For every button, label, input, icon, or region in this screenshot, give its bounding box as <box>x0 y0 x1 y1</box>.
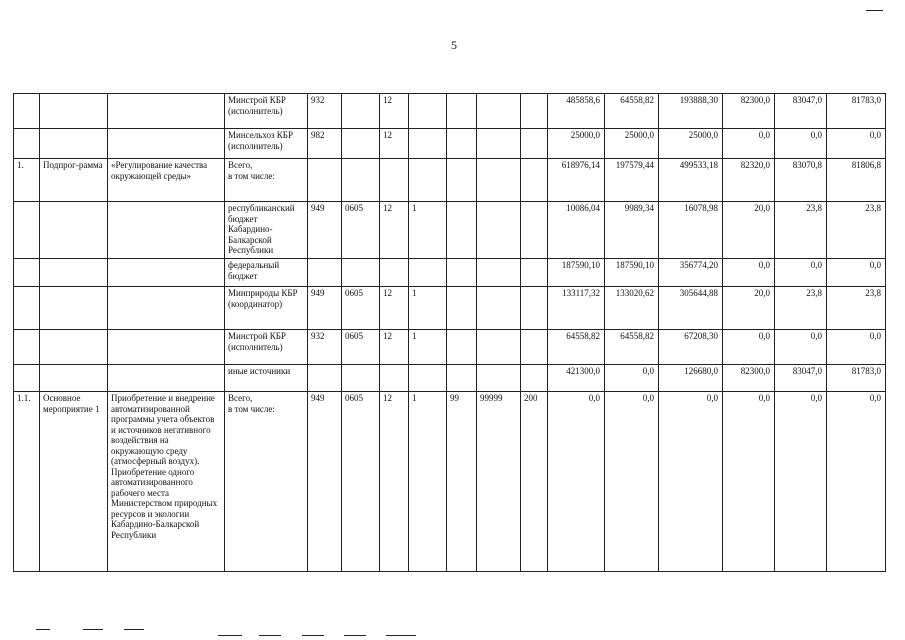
footer-mark <box>344 635 366 636</box>
table-cell <box>477 94 521 129</box>
table-cell <box>409 94 447 129</box>
footer-mark <box>259 635 281 636</box>
table-cell <box>40 129 108 159</box>
table-cell <box>521 94 548 129</box>
table-cell: 0605 <box>342 392 380 572</box>
table-cell: 0,0 <box>827 129 886 159</box>
table-cell: 187590,10 <box>605 259 659 287</box>
table-cell: 81783,0 <box>827 365 886 392</box>
table-cell: 0,0 <box>723 259 775 287</box>
table-cell: 0,0 <box>827 259 886 287</box>
table-cell: 982 <box>308 129 342 159</box>
table-cell: 83047,0 <box>775 94 827 129</box>
table-cell <box>477 202 521 259</box>
table-cell: 20,0 <box>723 287 775 330</box>
table-cell <box>447 202 477 259</box>
table-cell: «Регулирование качества окружающей среды» <box>108 159 225 202</box>
table-cell <box>477 287 521 330</box>
table-cell: Минстрой КБР (исполнитель) <box>225 94 308 129</box>
table-row <box>14 259 886 287</box>
table-cell <box>308 159 342 202</box>
table-row <box>14 202 886 259</box>
table-cell <box>342 259 380 287</box>
table-cell: 197579,44 <box>605 159 659 202</box>
table-cell <box>40 259 108 287</box>
table-cell: 0,0 <box>723 392 775 572</box>
table-cell: 193888,30 <box>659 94 723 129</box>
table-cell <box>308 365 342 392</box>
table-cell: 0,0 <box>605 392 659 572</box>
table-cell: 1. <box>14 159 40 202</box>
table-cell <box>342 159 380 202</box>
table-cell <box>477 365 521 392</box>
table-cell: 949 <box>308 287 342 330</box>
table-cell <box>409 129 447 159</box>
table-cell: 932 <box>308 94 342 129</box>
table-cell: Всего, в том числе: <box>225 392 308 572</box>
table-cell <box>14 259 40 287</box>
table-cell: Приобретение и внедрение автоматизированной программы учета объектов и источников негативного воздействия на окружающую среду (атмосферный воздух). Приобретение одного автоматизированного рабочего места Министерством природных ресурсов и экологии Кабардино-Балкарской Республики <box>108 392 225 572</box>
footer-mark <box>386 635 416 636</box>
table-cell <box>108 287 225 330</box>
table-cell <box>108 259 225 287</box>
table-cell: федеральный бюджет <box>225 259 308 287</box>
table-cell: 23,8 <box>775 287 827 330</box>
table-cell: 499533,18 <box>659 159 723 202</box>
table-cell <box>477 159 521 202</box>
footer-mark <box>83 629 103 630</box>
table-cell <box>447 159 477 202</box>
table-cell: 12 <box>380 392 409 572</box>
table-cell <box>108 202 225 259</box>
table-cell: 187590,10 <box>548 259 605 287</box>
table-row <box>14 129 886 159</box>
table-cell: Основное мероприятие 1 <box>40 392 108 572</box>
table-cell: 949 <box>308 202 342 259</box>
table-cell <box>477 330 521 365</box>
table-cell <box>380 365 409 392</box>
table-cell <box>14 94 40 129</box>
table-cell: иные источники <box>225 365 308 392</box>
table-row <box>14 287 886 330</box>
table-cell: 1 <box>409 287 447 330</box>
table-cell: 67208,30 <box>659 330 723 365</box>
table-cell: Всего, в том числе: <box>225 159 308 202</box>
table-cell <box>409 259 447 287</box>
table-cell <box>477 129 521 159</box>
table-cell <box>409 365 447 392</box>
table-cell: 0,0 <box>775 259 827 287</box>
table-cell: 99 <box>447 392 477 572</box>
table-cell: 305644,88 <box>659 287 723 330</box>
table-cell: 0,0 <box>775 129 827 159</box>
table-cell: Подпрог-рамма <box>40 159 108 202</box>
table-row <box>14 365 886 392</box>
table-cell: 99999 <box>477 392 521 572</box>
table-cell <box>342 129 380 159</box>
table-cell: 82300,0 <box>723 365 775 392</box>
table-cell: 133020,62 <box>605 287 659 330</box>
table-cell <box>308 259 342 287</box>
table-cell <box>380 159 409 202</box>
table-cell <box>521 259 548 287</box>
table-cell: 126680,0 <box>659 365 723 392</box>
footer-mark <box>302 635 324 636</box>
table-cell: 0,0 <box>659 392 723 572</box>
page-number: 5 <box>451 38 457 52</box>
table-cell: 0,0 <box>775 330 827 365</box>
table-cell: 25000,0 <box>548 129 605 159</box>
table-cell <box>521 129 548 159</box>
table-cell: 949 <box>308 392 342 572</box>
table-cell <box>447 287 477 330</box>
table-cell: 12 <box>380 94 409 129</box>
table-cell <box>521 159 548 202</box>
table-cell: республиканский бюджет Кабардино-Балкарской Республики <box>225 202 308 259</box>
table-cell: 81783,0 <box>827 94 886 129</box>
table-cell <box>380 259 409 287</box>
table-cell: 0605 <box>342 202 380 259</box>
table-cell <box>108 129 225 159</box>
footer-mark <box>36 629 50 630</box>
table-cell: 10086,04 <box>548 202 605 259</box>
table-cell <box>477 259 521 287</box>
corner-mark <box>866 10 883 11</box>
table-cell <box>108 330 225 365</box>
table-cell: 133117,32 <box>548 287 605 330</box>
table-cell <box>447 259 477 287</box>
table-cell: 23,8 <box>827 287 886 330</box>
table-cell <box>447 330 477 365</box>
table-cell: 0,0 <box>548 392 605 572</box>
table-cell <box>14 202 40 259</box>
budget-table <box>13 93 886 572</box>
table-cell <box>447 94 477 129</box>
table-row <box>14 392 886 572</box>
table-cell <box>521 330 548 365</box>
table-cell: 932 <box>308 330 342 365</box>
table-cell <box>521 287 548 330</box>
table-cell <box>40 202 108 259</box>
table-cell: 9989,34 <box>605 202 659 259</box>
table-cell <box>409 159 447 202</box>
table-cell <box>14 365 40 392</box>
table-cell <box>40 94 108 129</box>
table-cell: 82320,0 <box>723 159 775 202</box>
table-cell: 1 <box>409 330 447 365</box>
table-row <box>14 94 886 129</box>
table-cell: 25000,0 <box>659 129 723 159</box>
table-cell: 16078,98 <box>659 202 723 259</box>
table-cell: 356774,20 <box>659 259 723 287</box>
table-cell: 421300,0 <box>548 365 605 392</box>
table-cell: Минстрой КБР (исполнитель) <box>225 330 308 365</box>
table-cell: 81806,8 <box>827 159 886 202</box>
table-cell: 83070,8 <box>775 159 827 202</box>
table-row <box>14 159 886 202</box>
table-cell: Минсельхоз КБР (исполнитель) <box>225 129 308 159</box>
table-cell <box>40 330 108 365</box>
table-row <box>14 330 886 365</box>
table-cell: 200 <box>521 392 548 572</box>
table-cell: 64558,82 <box>605 330 659 365</box>
table-cell <box>108 94 225 129</box>
table-cell: Минприроды КБР (координатор) <box>225 287 308 330</box>
table-cell <box>14 287 40 330</box>
table-cell: 12 <box>380 287 409 330</box>
table-cell: 0,0 <box>605 365 659 392</box>
table-cell <box>447 365 477 392</box>
table-cell: 23,8 <box>775 202 827 259</box>
table-cell: 1 <box>409 202 447 259</box>
table-cell: 0,0 <box>723 330 775 365</box>
table-cell <box>521 202 548 259</box>
table-cell: 12 <box>380 129 409 159</box>
table-cell <box>521 365 548 392</box>
table-cell: 0,0 <box>827 330 886 365</box>
table-cell: 82300,0 <box>723 94 775 129</box>
table-cell: 618976,14 <box>548 159 605 202</box>
table-cell: 0,0 <box>723 129 775 159</box>
table-cell: 12 <box>380 202 409 259</box>
table-cell: 485858,6 <box>548 94 605 129</box>
footer-mark <box>124 629 144 630</box>
table-cell: 83047,0 <box>775 365 827 392</box>
table-cell: 1.1. <box>14 392 40 572</box>
table-cell <box>342 94 380 129</box>
table-cell: 20,0 <box>723 202 775 259</box>
table-cell <box>342 365 380 392</box>
table-cell <box>40 365 108 392</box>
table-cell: 23,8 <box>827 202 886 259</box>
table-cell: 12 <box>380 330 409 365</box>
table-cell <box>40 287 108 330</box>
table-cell: 64558,82 <box>605 94 659 129</box>
footer-mark <box>218 635 242 636</box>
table-cell <box>14 330 40 365</box>
table-cell: 25000,0 <box>605 129 659 159</box>
table-cell <box>447 129 477 159</box>
table-cell: 0605 <box>342 330 380 365</box>
table-cell: 0605 <box>342 287 380 330</box>
table-cell: 64558,82 <box>548 330 605 365</box>
table-cell: 0,0 <box>775 392 827 572</box>
table-cell <box>14 129 40 159</box>
table-cell: 0,0 <box>827 392 886 572</box>
table-cell: 1 <box>409 392 447 572</box>
table-cell <box>108 365 225 392</box>
